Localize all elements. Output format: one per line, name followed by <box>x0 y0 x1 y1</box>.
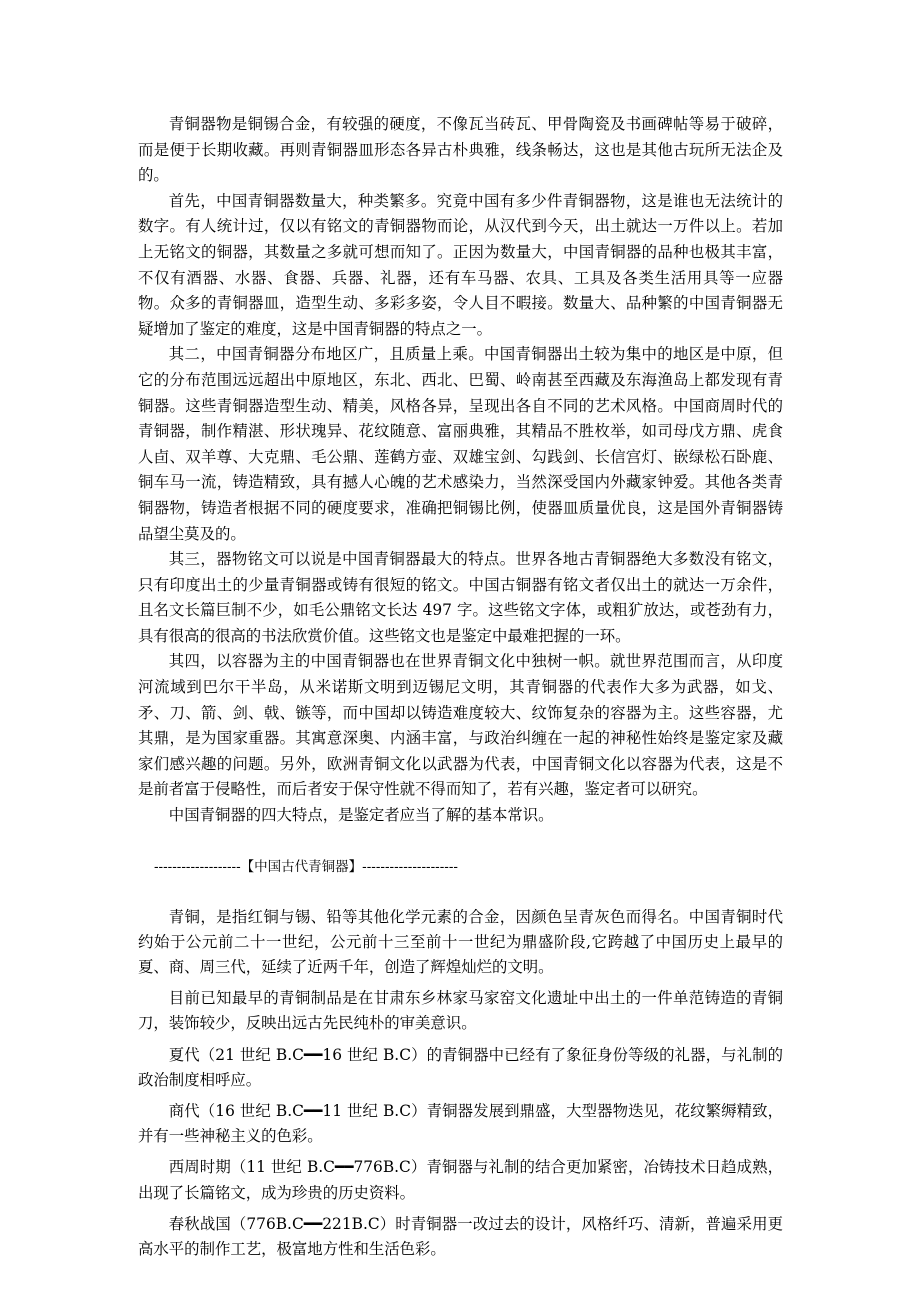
document-page <box>138 112 783 1262</box>
paragraph-second-feature: 其二，中国青铜器分布地区广，且质量上乘。中国青铜器出土较为集中的地区是中原，但它的分布范围远远超出中原地区，东北、西北、巴蜀、岭南甚至西藏及东海渔岛上都发现有青铜器。这些青铜器造型生动、精美，风格各异，呈现出各自不同的艺术风格。中国商周时代的青铜器，制作精湛、形状瑰异、花纹随意、富丽典雅，其精品不胜枚举，如司母戊方鼎、虎食人卣、双羊尊、大克鼎、毛公鼎、莲鹤方壶、双雄宝剑、勾践剑、长信宫灯、嵌绿松石卧鹿、铜车马一流，铸造精致，具有撼人心魄的艺术感染力，当然深受国内外藏家钟爱。其他各类青铜器物，铸造者根据不同的硬度要求，准确把铜锡比例，使器皿质量优良，这是国外青铜器铸品望尘莫及的。 <box>138 345 783 543</box>
paragraph-xia-dynasty: 夏代（21 世纪 B.C━━16 世纪 B.C）的青铜器中已经有了象征身份等级的礼器，与礼制的政治制度相呼应。 <box>138 1045 783 1089</box>
bronze-features-section <box>138 112 783 829</box>
paragraph-western-zhou: 西周时期（11 世纪 B.C━━776B.C）青铜器与礼制的结合更加紧密，冶铸技术日趋成熟，出现了长篇铭文，成为珍贵的历史资料。 <box>138 1158 783 1202</box>
paragraph-earliest-bronze: 目前已知最早的青铜制品是在甘肃东乡林家马家窑文化遗址中出土的一件单范铸造的青铜刀，装饰较少，反映出远古先民纯朴的审美意识。 <box>138 989 783 1033</box>
section-divider-heading: -------------------【中国古代青铜器】--------------------- <box>154 858 458 875</box>
paragraph-fourth-feature: 其四，以容器为主的中国青铜器也在世界青铜文化中独树一帜。就世界范围而言，从印度河流域到巴尔干半岛，从米诺斯文明到迈锡尼文明，其青铜器的代表作大多为武器，如戈、矛、刀、箭、剑、戟、镞等，而中国却以铸造难度较大、纹饰复杂的容器为主。这些容器，尤其鼎，是为国家重器。其寓意深奥、内涵丰富，与政治纠缠在一起的神秘性始终是鉴定家及藏家们感兴趣的问题。另外，欧洲青铜文化以武器为代表，中国青铜文化以容器为代表，这是不是前者富于侵略性，而后者安于保守性就不得而知了，若有兴趣，鉴定者可以研究。 <box>138 652 783 799</box>
ancient-bronze-section <box>138 905 783 1263</box>
paragraph-third-feature: 其三，器物铭文可以说是中国青铜器最大的特点。世界各地古青铜器绝大多数没有铭文，只有印度出土的少量青铜器或铸有很短的铭文。中国古铜器有铭文者仅出土的就达一万余件，且名文长篇巨制不少，如毛公鼎铭文长达 497 字。这些铭文字体，或粗犷放达，或苍劲有力，具有很高的很高的书法欣赏价值。这些铭文也是鉴定中最难把握的一环。 <box>138 550 783 645</box>
paragraph-summary: 中国青铜器的四大特点，是鉴定者应当了解的基本常识。 <box>168 806 554 825</box>
paragraph-intro: 青铜器物是铜锡合金，有较强的硬度，不像瓦当砖瓦、甲骨陶瓷及书画碑帖等易于破碎，而是便于长期收藏。再则青铜器皿形态各异古朴典雅，线条畅达，这也是其他古玩所无法企及的。 <box>138 115 783 185</box>
paragraph-shang-dynasty: 商代（16 世纪 B.C━━11 世纪 B.C）青铜器发展到鼎盛，大型器物迭见，花纹繁缛精致，并有一些神秘主义的色彩。 <box>138 1102 783 1146</box>
paragraph-bronze-definition: 青铜，是指红铜与锡、铅等其他化学元素的合金，因颜色呈青灰色而得名。中国青铜时代约始于公元前二十一世纪，公元前十三至前十一世纪为鼎盛阶段,它跨越了中国历史上最早的夏、商、周三代，延续了近两千年，创造了辉煌灿烂的文明。 <box>138 907 783 977</box>
paragraph-first-feature: 首先，中国青铜器数量大，种类繁多。究竟中国有多少件青铜器物，这是谁也无法统计的数字。有人统计过，仅以有铭文的青铜器物而论，从汉代到今天，出土就达一万件以上。若加上无铭文的铜器，其数量之多就可想而知了。正因为数量大，中国青铜器的品种也极其丰富，不仅有酒器、水器、食器、兵器、礼器，还有车马器、农具、工具及各类生活用具等一应器物。众多的青铜器皿，造型生动、多彩多姿，令人目不暇接。数量大、品种繁的中国青铜器无疑增加了鉴定的难度，这是中国青铜器的特点之一。 <box>138 191 783 338</box>
paragraph-spring-autumn-warring-states: 春秋战国（776B.C━━221B.C）时青铜器一改过去的设计，风格纤巧、清新，普遍采用更高水平的制作工艺，极富地方性和生活色彩。 <box>138 1214 783 1259</box>
